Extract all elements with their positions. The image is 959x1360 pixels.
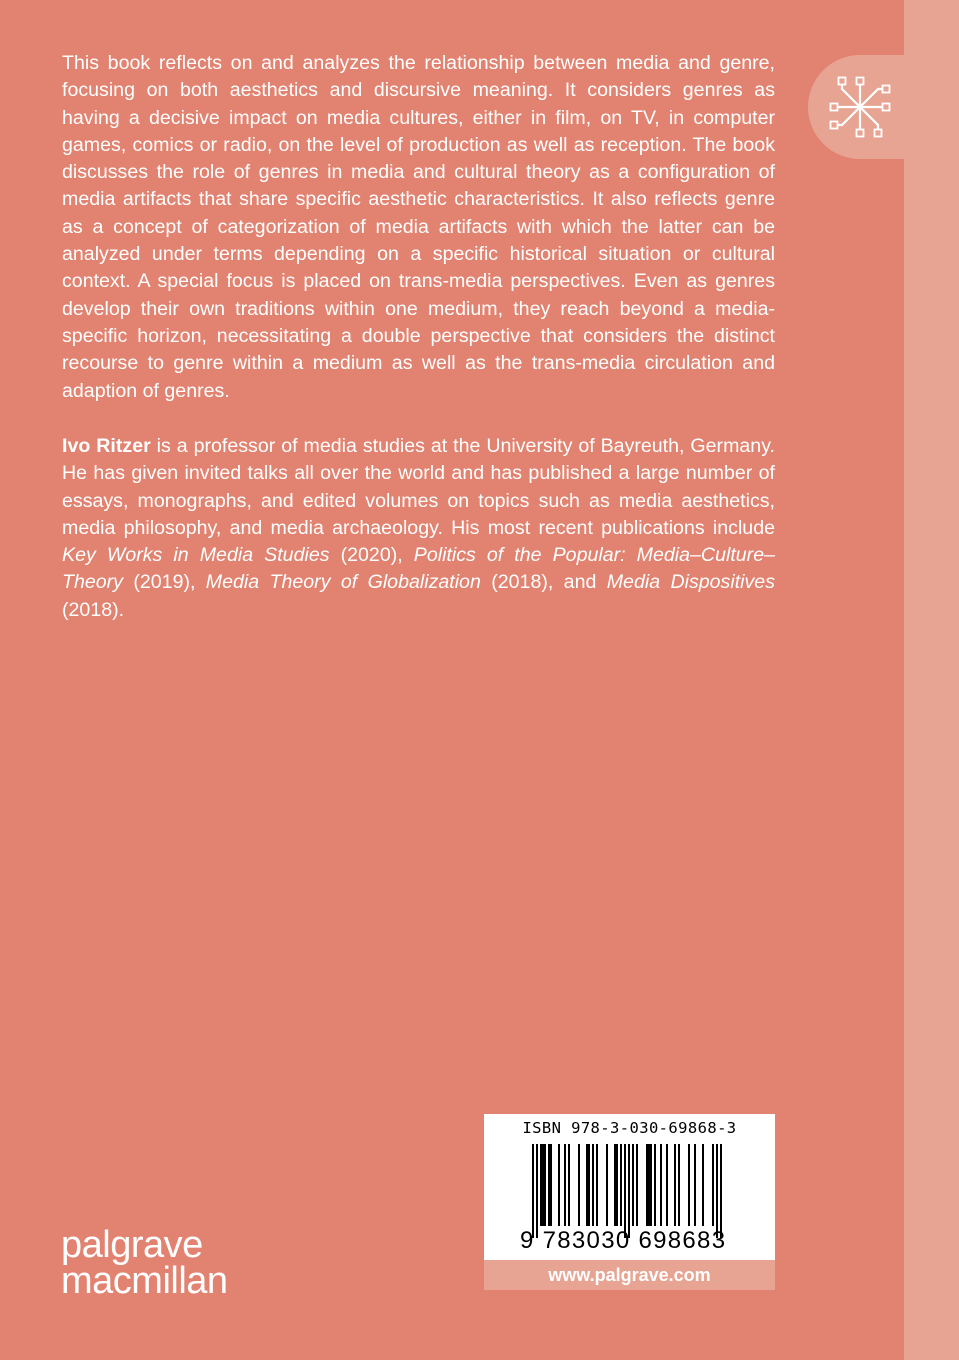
publisher-logo-tab — [808, 55, 959, 159]
barcode-bar — [694, 1144, 696, 1226]
book-description: This book reflects on and analyzes the relationship between media and genre, focusing on both aesthetics and discursive meaning. It considers genres as having a decisive impact on media cultures, either in film, on TV, in computer games, comics or radio, on the level of production as well as reception. The book discusses the role of genres in media and cultural theory as a configuration of media artifacts that share specific aesthetic characteristics. It also reflects genre as a concept of categorization of media artifacts with which the latter can be analyzed under terms depending on a specific historical situation or cultural context. A special focus is placed on trans-media perspectives. Even as genres develop their own traditions within one medium, they reach beyond a media-specific horizon, necessitating a double perspective that considers the distinct recourse to genre within a medium as well as the trans-media circulation and adaption of genres. — [62, 52, 775, 402]
barcode-bar — [712, 1144, 714, 1226]
barcode-bar — [532, 1144, 534, 1238]
barcode-bar — [542, 1144, 544, 1226]
publisher-line-2: macmillan — [61, 1260, 228, 1302]
author-name: Ivo Ritzer — [62, 435, 151, 457]
spine-strip — [904, 0, 959, 1360]
bio-work-2: Politics of the Popular: Media–Culture–Theory — [62, 544, 775, 594]
barcode-bar — [620, 1144, 622, 1226]
bio-text-1: is a professor of media studies at the University of Bayreuth, Germany. He has given invited talks all over the world and has published a large number of essays, monographs, and edited volumes on topics such as media aesthetics, media philosophy, and media archaeology. His most recent publications include — [62, 435, 775, 539]
publisher-logo — [61, 1224, 228, 1302]
barcode-bar — [606, 1144, 608, 1226]
barcode-bar — [628, 1144, 630, 1238]
barcode-bar — [688, 1144, 690, 1226]
barcode-bar — [536, 1144, 538, 1238]
isbn-label: ISBN 978-3-030-69868-3 — [522, 1119, 737, 1137]
barcode-bar — [616, 1144, 618, 1226]
barcode-bar — [596, 1144, 598, 1226]
palgrave-network-icon — [820, 67, 900, 147]
barcode-bar — [720, 1144, 722, 1238]
barcode-bar — [614, 1144, 616, 1226]
barcode-bar — [702, 1144, 704, 1226]
barcode-bar — [564, 1144, 566, 1226]
bio-work-3: Media Theory of Globalization — [205, 571, 481, 594]
barcode-bar — [660, 1144, 662, 1226]
barcode-bar — [654, 1144, 656, 1226]
author-bio — [62, 433, 775, 624]
bio-text-4: (2018), and — [480, 571, 607, 594]
barcode-bar — [568, 1144, 570, 1226]
barcode-bar — [648, 1144, 650, 1226]
bio-text-5: (2018). — [62, 598, 125, 621]
barcode-digits: 9 783030 698683 — [520, 1227, 727, 1254]
barcode-bar — [558, 1144, 560, 1226]
bio-work-4: Media Dispositives — [606, 571, 775, 594]
publisher-line-1: palgrave — [61, 1224, 203, 1266]
bio-text-3: (2019), — [122, 571, 206, 594]
barcode-bar — [624, 1144, 626, 1238]
barcode-box — [484, 1114, 775, 1260]
barcode-bar — [636, 1144, 638, 1226]
barcode-bar — [550, 1144, 552, 1226]
barcode-bar — [544, 1144, 546, 1226]
barcode-bar — [646, 1144, 648, 1226]
barcode-bar — [632, 1144, 634, 1226]
barcode-bar — [716, 1144, 718, 1238]
barcode-bar — [678, 1144, 680, 1226]
barcode-bar — [650, 1144, 652, 1226]
bio-text-2: (2020), — [329, 544, 414, 567]
barcode-bar — [674, 1144, 676, 1226]
bio-work-1: Key Works in Media Studies — [62, 544, 330, 567]
barcode-bar — [592, 1144, 594, 1226]
barcode-bar — [548, 1144, 550, 1226]
barcode-bar — [666, 1144, 668, 1226]
website-url: www.palgrave.com — [484, 1260, 775, 1290]
barcode-bar — [578, 1144, 580, 1226]
barcode-bar — [586, 1144, 588, 1226]
barcode-bar — [588, 1144, 590, 1226]
barcode-bar — [540, 1144, 542, 1226]
